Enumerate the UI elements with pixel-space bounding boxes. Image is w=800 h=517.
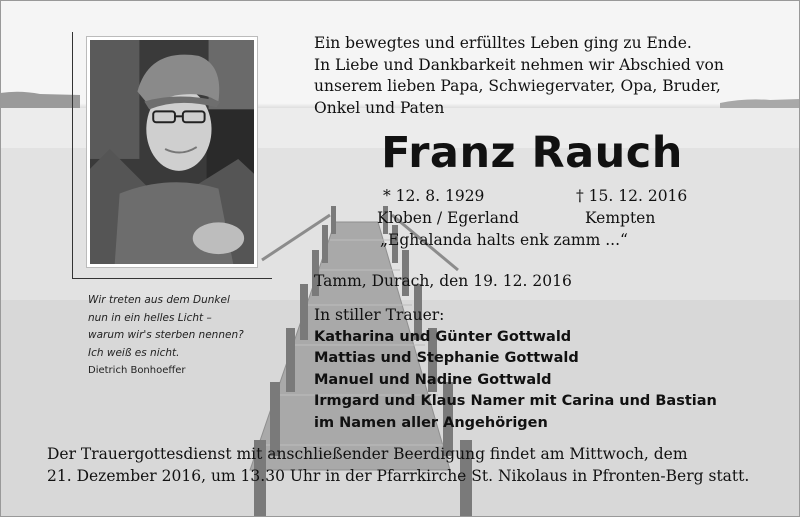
intro-line: Onkel und Paten	[314, 98, 445, 117]
horizontal-rule	[72, 278, 272, 279]
intro-line: unserem lieben Papa, Schwiegervater, Opa, Bruder,	[314, 77, 721, 95]
deceased-name: Franz Rauch	[381, 128, 683, 178]
mourner-line: Katharina und Günter Gottwald	[314, 328, 572, 345]
quote-line: warum wir's sterben nennen?	[88, 329, 244, 341]
quote-line: Wir treten aus dem Dunkel	[88, 294, 230, 306]
birth-place: Kloben / Egerland	[377, 209, 519, 227]
mourners-block	[314, 305, 717, 434]
intro-text	[314, 33, 724, 119]
portrait-photo	[90, 40, 254, 264]
portrait-photo-frame	[86, 36, 258, 268]
service-line: Der Trauergottesdienst mit anschließender Beerdigung findet am Mittwoch, dem	[47, 445, 688, 463]
mourner-line: Manuel und Nadine Gottwald	[314, 371, 552, 388]
funeral-service-info	[47, 443, 749, 487]
mourner-line: im Namen aller Angehörigen	[314, 414, 548, 431]
mourner-line: Mattias und Stephanie Gottwald	[314, 350, 579, 366]
intro-line: In Liebe und Dankbarkeit nehmen wir Abschied von	[314, 55, 724, 74]
death-date: † 15. 12. 2016	[576, 187, 688, 205]
quote-author: Dietrich Bonhoeffer	[88, 365, 186, 376]
vertical-rule	[72, 32, 73, 278]
bonhoeffer-quote	[88, 292, 288, 380]
quote-line: Ich weiß es nicht.	[88, 346, 180, 359]
death-place: Kempten	[585, 209, 656, 227]
birth-date: * 12. 8. 1929	[383, 187, 485, 205]
intro-line: Ein bewegtes und erfülltes Leben ging zu Ende.	[314, 34, 692, 52]
quote-line: nun in ein helles Licht –	[88, 311, 212, 324]
place-and-date: Tamm, Durach, den 19. 12. 2016	[314, 272, 572, 290]
mourner-line: Irmgard und Klaus Namer mit Carina und Bastian	[314, 393, 717, 409]
service-line: 21. Dezember 2016, um 13.30 Uhr in der Pfarrkirche St. Nikolaus in Pfronten-Berg statt.	[47, 467, 750, 485]
mourning-label: In stiller Trauer:	[314, 306, 445, 324]
motto: „Eghalanda halts enk zamm ...“	[380, 231, 628, 249]
